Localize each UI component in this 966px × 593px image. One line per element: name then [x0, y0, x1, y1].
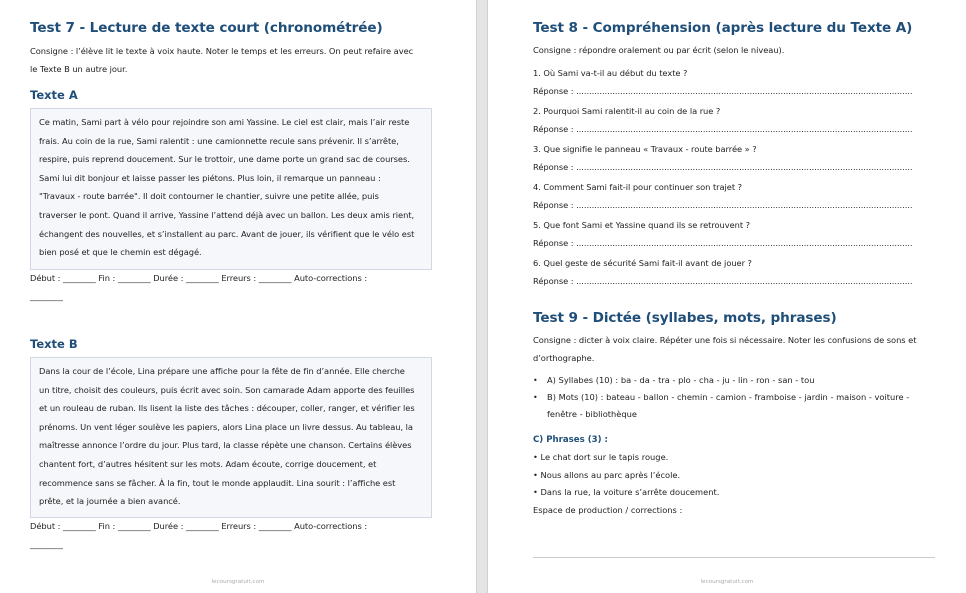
- test8-consigne: Consigne : répondre oralement ou par écrit (selon le niveau).: [533, 45, 785, 55]
- question-item: [533, 65, 938, 103]
- question-item: [533, 217, 938, 255]
- texte-b-line: recommence sans se fâcher. À la fin, tout le monde applaudit. Lina sourit : l’affiche est: [39, 477, 396, 488]
- answer-line[interactable]: Réponse : ..................................................................................................................................: [533, 199, 913, 210]
- dictation-list: [533, 372, 938, 423]
- question-text: 5. Que font Sami et Yassine quand ils se retrouvent ?: [533, 220, 751, 230]
- answer-line[interactable]: Réponse : ..................................................................................................................................: [533, 237, 913, 248]
- test7-consigne: [30, 43, 450, 78]
- texte-b-box: [30, 357, 432, 518]
- texte-a-line: bien posé et que le chemin est dégagé.: [39, 247, 202, 258]
- test7-title: Test 7 - Lecture de texte court (chronométrée): [30, 20, 383, 36]
- texte-a-line: respire, puis reprend doucement. Sur le trottoir, une dame porte un grand sac de courses.: [39, 154, 410, 165]
- texte-a-line: échangent des nouvelles, et s’installent au parc. Avant de jouer, ils vérifient que le vélo est: [39, 228, 415, 239]
- phrase-item: • Nous allons au parc après l’école.: [533, 469, 681, 480]
- question-item: [533, 179, 938, 217]
- texte-a-heading: Texte A: [30, 88, 78, 102]
- question-text: 3. Que signifie le panneau « Travaux - route barrée » ?: [533, 144, 757, 154]
- dictation-item-text-continued: fenêtre - bibliothèque: [547, 409, 638, 419]
- page-footer: lecoursgratuit.com: [211, 579, 265, 585]
- texte-a-line: Sami lui dit bonjour et laisse passer les piétons. Plus loin, il remarque un panneau :: [39, 172, 381, 183]
- question-text: 6. Quel geste de sécurité Sami fait-il avant de jouer ?: [533, 258, 752, 268]
- phrases-list: [533, 449, 719, 519]
- question-text: 1. Où Sami va-t-il au début du texte ?: [533, 68, 688, 78]
- consigne-line: d’orthographe.: [533, 352, 595, 363]
- texte-a-record-fields: [30, 270, 367, 305]
- page-gutter: [476, 0, 488, 593]
- phrases-heading: C) Phrases (3) :: [533, 435, 608, 445]
- page-footer: lecoursgratuit.com: [700, 579, 754, 585]
- consigne-line: Consigne : l’élève lit le texte à voix haute. Noter le temps et les erreurs. On peut refaire avec: [30, 46, 414, 56]
- document-page-left: [0, 0, 476, 593]
- document-page-right: [488, 0, 966, 593]
- production-label: Espace de production / corrections :: [533, 504, 683, 515]
- dictation-item-words: [533, 389, 938, 423]
- phrase-item: • Le chat dort sur le tapis rouge.: [533, 452, 669, 462]
- texte-b-heading: Texte B: [30, 337, 78, 351]
- question-item: [533, 141, 938, 179]
- record-line-continued: ________: [30, 290, 63, 301]
- texte-a-box: [30, 108, 432, 270]
- consigne-line: le Texte B un autre jour.: [30, 63, 128, 74]
- record-line: Début : ________ Fin : ________ Durée : ________ Erreurs : ________ Auto-corrections :: [30, 273, 368, 283]
- test9-title: Test 9 - Dictée (syllabes, mots, phrases): [533, 310, 837, 326]
- phrase-item: • Dans la rue, la voiture s’arrête doucement.: [533, 487, 720, 497]
- test8-title: Test 8 - Compréhension (après lecture du Texte A): [533, 20, 913, 36]
- answer-line[interactable]: Réponse : ..................................................................................................................................: [533, 85, 913, 96]
- question-item: [533, 255, 938, 293]
- texte-a-line: Ce matin, Sami part à vélo pour rejoindre son ami Yassine. Le ciel est clair, mais l’air reste: [39, 117, 410, 127]
- dictation-item-syllables: [533, 372, 938, 389]
- texte-b-line: prête, et la journée a bien avancé.: [39, 496, 181, 507]
- texte-b-line: Dans la cour de l’école, Lina prépare une affiche pour la fête de fin d’année. Elle cherche: [39, 366, 405, 376]
- texte-b-line: et un rouleau de ruban. Ils lisent la liste des tâches : découper, coller, ranger, et vérifier les: [39, 403, 415, 414]
- production-area-divider: [533, 557, 935, 558]
- texte-b-line: prénoms. Un vent léger soulève les papiers, alors Lina place un livre dessus. Au tableau, la: [39, 421, 413, 432]
- consigne-line: Consigne : dicter à voix claire. Répéter une fois si nécessaire. Noter les confusions de sons et: [533, 335, 917, 345]
- question-text: 4. Comment Sami fait-il pour continuer son trajet ?: [533, 182, 742, 192]
- bullet-icon: •: [533, 376, 538, 385]
- question-text: 2. Pourquoi Sami ralentit-il au coin de la rue ?: [533, 106, 721, 116]
- answer-line[interactable]: Réponse : ..................................................................................................................................: [533, 161, 913, 172]
- texte-a-line: traverser le pont. Quand il arrive, Yassine l’attend déjà avec un ballon. Les deux amis rient,: [39, 209, 415, 220]
- record-line: Début : ________ Fin : ________ Durée : ________ Erreurs : ________ Auto-corrections :: [30, 521, 368, 531]
- dictation-item-text: A) Syllabes (10) : ba - da - tra - plo - cha - ju - lin - ron - san - tou: [547, 375, 815, 385]
- answer-line[interactable]: Réponse : ..................................................................................................................................: [533, 275, 913, 286]
- answer-line[interactable]: Réponse : ..................................................................................................................................: [533, 123, 913, 134]
- record-line-continued: ________: [30, 538, 63, 549]
- question-list: [533, 65, 938, 293]
- test9-consigne: [533, 332, 953, 367]
- bullet-icon: •: [533, 393, 538, 402]
- texte-b-line: chantent fort, d’autres hésitent sur les mots. Adam écoute, corrige doucement, et: [39, 458, 377, 469]
- texte-b-line: maîtresse annonce l’ordre du jour. Plus tard, la classe répète une chanson. Certains élèves: [39, 440, 412, 451]
- texte-b-line: un titre, choisit des couleurs, puis écrit avec soin. Son camarade Adam apporte des feuilles: [39, 384, 415, 395]
- texte-a-line: frais. Au coin de la rue, Sami ralentit : une camionnette recule sans prévenir. Il s’arrête,: [39, 135, 399, 146]
- texte-b-record-fields: [30, 518, 367, 553]
- texte-a-line: "Travaux - route barrée". Il doit contourner le chantier, suivre une petite allée, puis: [39, 191, 379, 202]
- dictation-item-text: B) Mots (10) : bateau - ballon - chemin - camion - framboise - jardin - maison - voiture -: [547, 392, 910, 402]
- question-item: [533, 103, 938, 141]
